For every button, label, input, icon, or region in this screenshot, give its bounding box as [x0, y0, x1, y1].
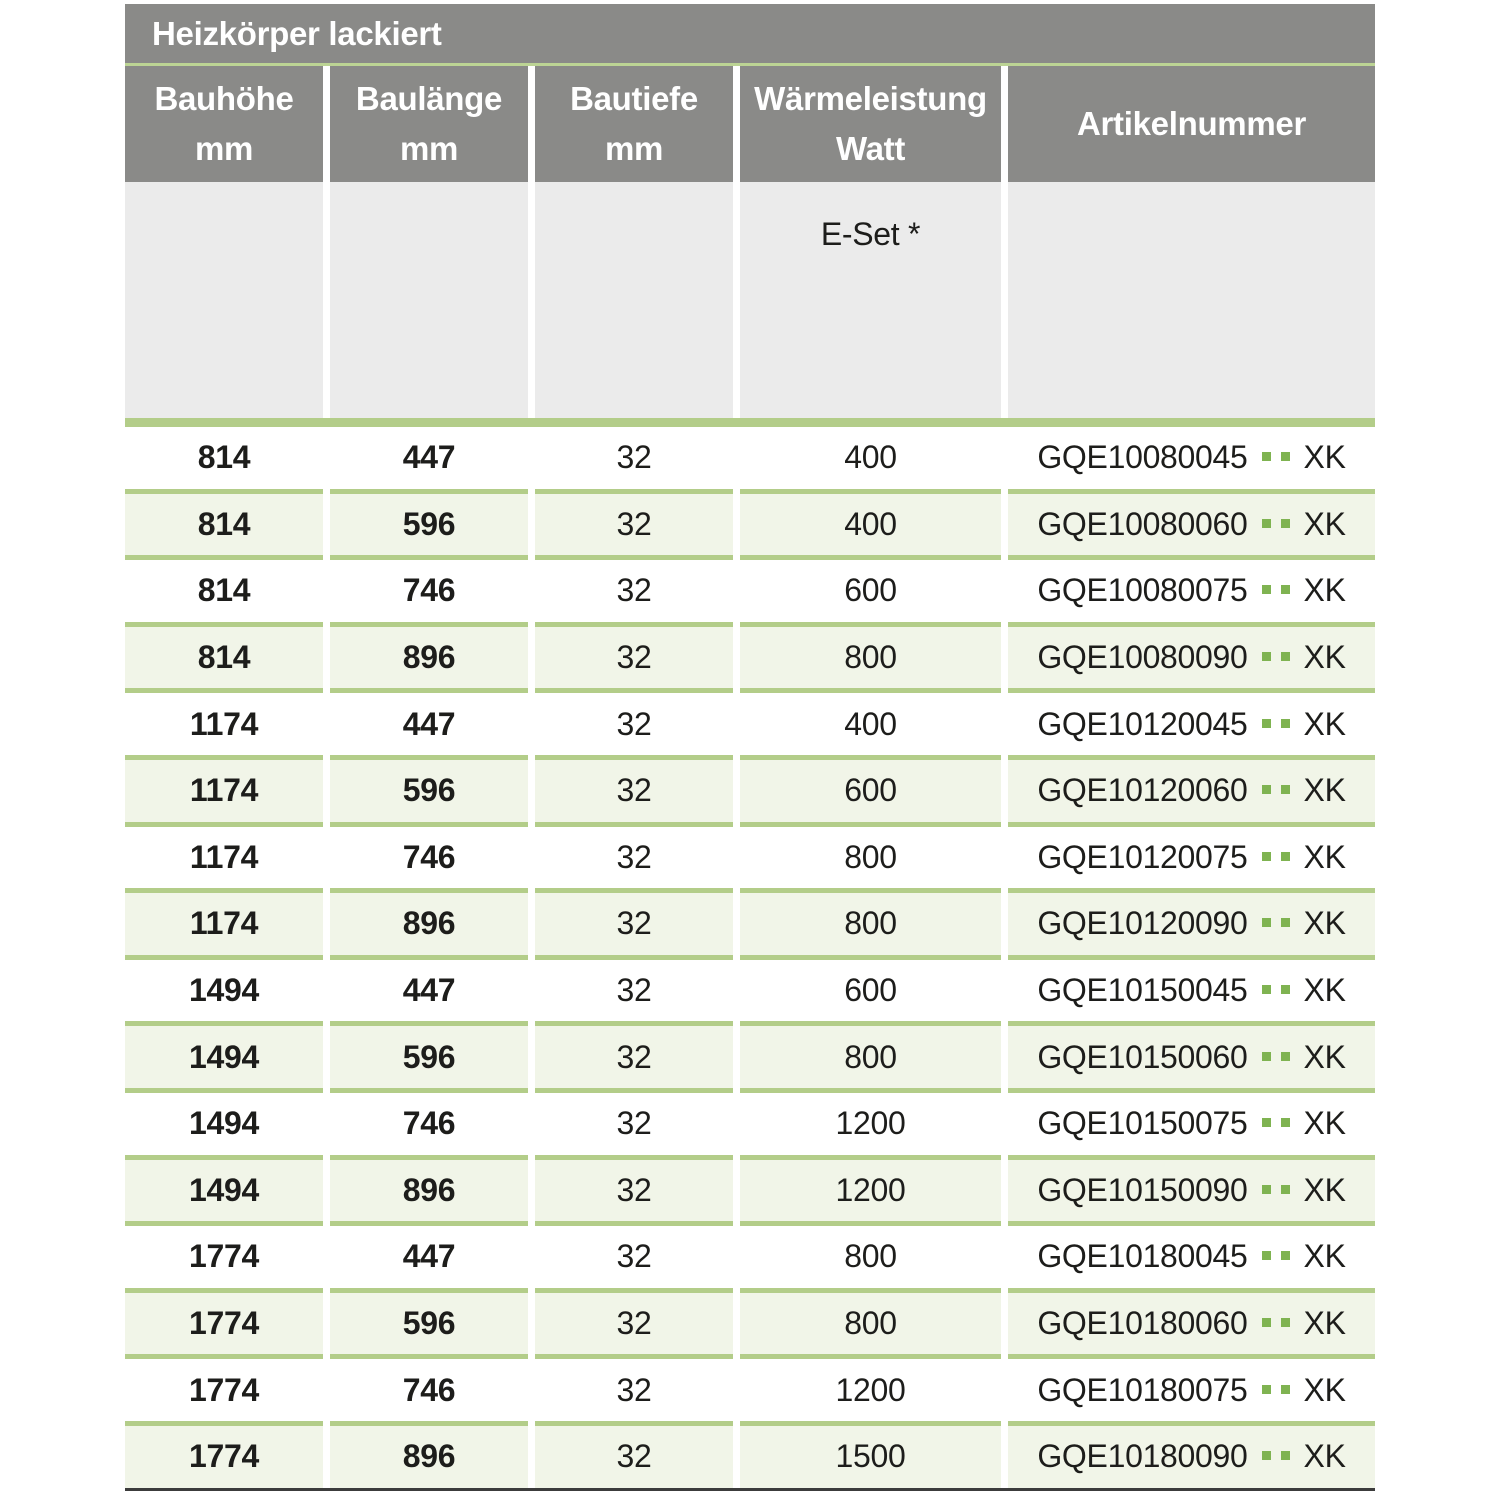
placeholder-dot-icon [1281, 452, 1290, 461]
placeholder-dot-icon [1262, 652, 1271, 661]
artikelnummer-code: GQE10120060 [1037, 772, 1248, 809]
placeholder-dot-icon [1262, 1118, 1271, 1127]
table-row [125, 1155, 1375, 1222]
cell-bauhoehe: 1774 [125, 1288, 323, 1355]
placeholder-dot-icon [1281, 585, 1290, 594]
cell-artikelnummer [1008, 1155, 1375, 1222]
cell-watt: 800 [740, 822, 1001, 889]
artikelnummer-suffix: XK [1303, 1171, 1346, 1208]
placeholder-dot-icon [1262, 1451, 1271, 1460]
artikelnummer-code: GQE10180045 [1037, 1238, 1248, 1275]
cell-bautiefe: 32 [535, 688, 733, 755]
artikelnummer-suffix: XK [1303, 439, 1346, 476]
placeholder-dot-icon [1262, 585, 1271, 594]
placeholder-dot-icon [1262, 1052, 1271, 1061]
artikelnummer-code: GQE10120045 [1037, 705, 1248, 742]
cell-bauhoehe: 814 [125, 489, 323, 556]
cell-watt: 800 [740, 888, 1001, 955]
cell-watt: 600 [740, 755, 1001, 822]
cell-bauhoehe: 814 [125, 622, 323, 689]
cell-watt: 800 [740, 1021, 1001, 1088]
placeholder-dot-icon [1281, 918, 1290, 927]
cell-artikelnummer [1008, 1021, 1375, 1088]
artikelnummer-suffix: XK [1303, 772, 1346, 809]
cell-watt: 1200 [740, 1354, 1001, 1421]
subheader-cell-waermeleistung [740, 182, 1001, 418]
cell-bautiefe: 32 [535, 822, 733, 889]
cell-artikelnummer [1008, 822, 1375, 889]
placeholder-dot-icon [1262, 519, 1271, 528]
artikelnummer-code: GQE10150045 [1037, 972, 1248, 1009]
cell-baulaenge: 896 [330, 888, 528, 955]
table-row [125, 955, 1375, 1022]
cell-artikelnummer [1008, 755, 1375, 822]
header-body-divider-bar [125, 418, 1375, 427]
artikelnummer-suffix: XK [1303, 1371, 1346, 1408]
placeholder-dot-icon [1281, 1385, 1290, 1394]
table-row [125, 427, 1375, 489]
cell-watt: 400 [740, 427, 1001, 489]
cell-bauhoehe: 1174 [125, 888, 323, 955]
table-bottom-border [125, 1488, 1375, 1491]
cell-bautiefe: 32 [535, 1155, 733, 1222]
cell-bautiefe: 32 [535, 1088, 733, 1155]
column-header-baulaenge [330, 66, 528, 182]
cell-baulaenge: 447 [330, 955, 528, 1022]
column-header-label: Baulänge [355, 80, 503, 117]
cell-bauhoehe: 1774 [125, 1354, 323, 1421]
cell-bauhoehe: 1774 [125, 1221, 323, 1288]
cell-baulaenge: 447 [330, 427, 528, 489]
artikelnummer-code: GQE10180060 [1037, 1305, 1248, 1342]
placeholder-dot-icon [1262, 719, 1271, 728]
artikelnummer-code: GQE10120090 [1037, 905, 1248, 942]
artikelnummer-code: GQE10080090 [1037, 639, 1248, 676]
cell-bautiefe: 32 [535, 1021, 733, 1088]
placeholder-dot-icon [1281, 852, 1290, 861]
cell-watt: 1200 [740, 1088, 1001, 1155]
cell-artikelnummer [1008, 1421, 1375, 1488]
cell-artikelnummer [1008, 688, 1375, 755]
cell-watt: 600 [740, 955, 1001, 1022]
placeholder-dot-icon [1262, 918, 1271, 927]
cell-baulaenge: 746 [330, 1354, 528, 1421]
column-header-unit: mm [604, 130, 664, 167]
placeholder-dot-icon [1281, 985, 1290, 994]
cell-bauhoehe: 1174 [125, 688, 323, 755]
table-row [125, 1088, 1375, 1155]
cell-bautiefe: 32 [535, 555, 733, 622]
placeholder-dot-icon [1281, 1185, 1290, 1194]
table-row [125, 688, 1375, 755]
artikelnummer-suffix: XK [1303, 905, 1346, 942]
column-header-label: Bauhöhe [154, 80, 294, 117]
artikelnummer-code: GQE10080075 [1037, 572, 1248, 609]
artikelnummer-suffix: XK [1303, 1038, 1346, 1075]
placeholder-dot-icon [1262, 785, 1271, 794]
artikelnummer-code: GQE10080045 [1037, 439, 1248, 476]
artikelnummer-code: GQE10120075 [1037, 838, 1248, 875]
cell-baulaenge: 746 [330, 1088, 528, 1155]
cell-baulaenge: 896 [330, 1421, 528, 1488]
column-header-label: Wärmeleistung [754, 80, 987, 117]
column-header-unit: Watt [835, 130, 906, 167]
table-row [125, 822, 1375, 889]
cell-bauhoehe: 1494 [125, 955, 323, 1022]
artikelnummer-suffix: XK [1303, 1105, 1346, 1142]
artikelnummer-suffix: XK [1303, 972, 1346, 1009]
table-row [125, 555, 1375, 622]
cell-bautiefe: 32 [535, 955, 733, 1022]
table-title-bar [125, 4, 1375, 63]
cell-bauhoehe: 1494 [125, 1155, 323, 1222]
placeholder-dot-icon [1281, 1118, 1290, 1127]
table-row [125, 1354, 1375, 1421]
placeholder-dot-icon [1281, 519, 1290, 528]
column-header-unit: mm [194, 130, 254, 167]
e-set-label: E-Set * [820, 216, 921, 252]
cell-bauhoehe: 814 [125, 427, 323, 489]
cell-baulaenge: 746 [330, 822, 528, 889]
cell-artikelnummer [1008, 888, 1375, 955]
placeholder-dot-icon [1281, 719, 1290, 728]
column-header-unit: mm [399, 130, 459, 167]
cell-artikelnummer [1008, 622, 1375, 689]
artikelnummer-suffix: XK [1303, 505, 1346, 542]
column-header-waermeleistung [740, 66, 1001, 182]
cell-bauhoehe: 1174 [125, 822, 323, 889]
column-header-label: Bautiefe [570, 80, 698, 117]
column-header-artikelnummer [1008, 66, 1375, 182]
artikelnummer-code: GQE10080060 [1037, 505, 1248, 542]
table-body [125, 427, 1375, 1488]
table-title: Heizkörper lackiert [152, 15, 442, 52]
cell-bauhoehe: 814 [125, 555, 323, 622]
table-row [125, 755, 1375, 822]
cell-watt: 1200 [740, 1155, 1001, 1222]
placeholder-dot-icon [1281, 1251, 1290, 1260]
artikelnummer-suffix: XK [1303, 1238, 1346, 1275]
subheader-cell-bauhoehe [125, 182, 323, 418]
table-row [125, 622, 1375, 689]
artikelnummer-code: GQE10180075 [1037, 1371, 1248, 1408]
cell-baulaenge: 596 [330, 1288, 528, 1355]
cell-artikelnummer [1008, 1354, 1375, 1421]
artikelnummer-suffix: XK [1303, 572, 1346, 609]
cell-baulaenge: 596 [330, 489, 528, 556]
cell-baulaenge: 896 [330, 622, 528, 689]
cell-bautiefe: 32 [535, 622, 733, 689]
artikelnummer-code: GQE10150075 [1037, 1105, 1248, 1142]
column-header-bautiefe [535, 66, 733, 182]
subheader-cell-artikelnummer [1008, 182, 1375, 418]
table-row [125, 1288, 1375, 1355]
cell-bauhoehe: 1774 [125, 1421, 323, 1488]
placeholder-dot-icon [1262, 1251, 1271, 1260]
cell-baulaenge: 596 [330, 755, 528, 822]
subheader-cell-baulaenge [330, 182, 528, 418]
column-header-label: Artikelnummer [1076, 105, 1306, 142]
artikelnummer-suffix: XK [1303, 639, 1346, 676]
placeholder-dot-icon [1281, 1318, 1290, 1327]
cell-artikelnummer [1008, 555, 1375, 622]
placeholder-dot-icon [1262, 985, 1271, 994]
placeholder-dot-icon [1262, 452, 1271, 461]
artikelnummer-suffix: XK [1303, 838, 1346, 875]
placeholder-dot-icon [1281, 1052, 1290, 1061]
table-row [125, 888, 1375, 955]
artikelnummer-code: GQE10150060 [1037, 1038, 1248, 1075]
cell-baulaenge: 746 [330, 555, 528, 622]
artikelnummer-suffix: XK [1303, 705, 1346, 742]
cell-watt: 400 [740, 489, 1001, 556]
artikelnummer-code: GQE10180090 [1037, 1438, 1248, 1475]
table-row [125, 489, 1375, 556]
cell-bautiefe: 32 [535, 1221, 733, 1288]
cell-artikelnummer [1008, 427, 1375, 489]
artikelnummer-code: GQE10150090 [1037, 1171, 1248, 1208]
cell-watt: 800 [740, 1288, 1001, 1355]
placeholder-dot-icon [1262, 1185, 1271, 1194]
cell-watt: 1500 [740, 1421, 1001, 1488]
cell-bauhoehe: 1174 [125, 755, 323, 822]
subheader-row [125, 182, 1375, 418]
placeholder-dot-icon [1281, 785, 1290, 794]
cell-artikelnummer [1008, 1221, 1375, 1288]
cell-bautiefe: 32 [535, 755, 733, 822]
placeholder-dot-icon [1262, 852, 1271, 861]
artikelnummer-suffix: XK [1303, 1305, 1346, 1342]
cell-baulaenge: 896 [330, 1155, 528, 1222]
cell-bauhoehe: 1494 [125, 1088, 323, 1155]
subheader-cell-bautiefe [535, 182, 733, 418]
cell-bautiefe: 32 [535, 1288, 733, 1355]
cell-baulaenge: 596 [330, 1021, 528, 1088]
cell-artikelnummer [1008, 1088, 1375, 1155]
product-table [125, 4, 1375, 1491]
cell-watt: 800 [740, 1221, 1001, 1288]
cell-watt: 800 [740, 622, 1001, 689]
cell-bautiefe: 32 [535, 427, 733, 489]
placeholder-dot-icon [1262, 1318, 1271, 1327]
cell-artikelnummer [1008, 955, 1375, 1022]
column-header-row [125, 66, 1375, 182]
cell-bauhoehe: 1494 [125, 1021, 323, 1088]
cell-baulaenge: 447 [330, 1221, 528, 1288]
table-row [125, 1021, 1375, 1088]
table-row [125, 1421, 1375, 1488]
cell-bautiefe: 32 [535, 1421, 733, 1488]
cell-watt: 400 [740, 688, 1001, 755]
cell-bautiefe: 32 [535, 888, 733, 955]
cell-artikelnummer [1008, 1288, 1375, 1355]
cell-artikelnummer [1008, 489, 1375, 556]
placeholder-dot-icon [1281, 1451, 1290, 1460]
table-row [125, 1221, 1375, 1288]
artikelnummer-suffix: XK [1303, 1438, 1346, 1475]
cell-bautiefe: 32 [535, 1354, 733, 1421]
cell-bautiefe: 32 [535, 489, 733, 556]
placeholder-dot-icon [1262, 1385, 1271, 1394]
placeholder-dot-icon [1281, 652, 1290, 661]
column-header-bauhoehe [125, 66, 323, 182]
cell-watt: 600 [740, 555, 1001, 622]
cell-baulaenge: 447 [330, 688, 528, 755]
